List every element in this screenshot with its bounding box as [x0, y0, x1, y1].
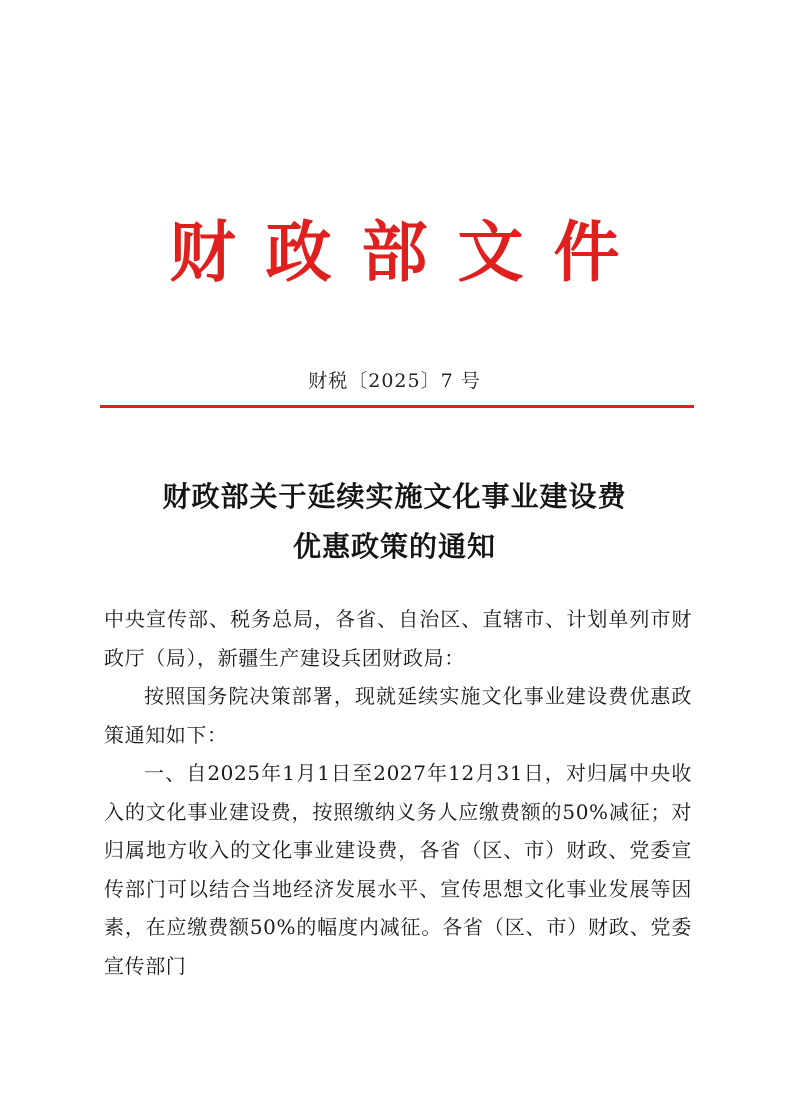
red-divider-line	[100, 405, 694, 408]
document-title	[0, 472, 789, 572]
addressees-paragraph: 中央宣传部、税务总局，各省、自治区、直辖市、计划单列市财政厅（局），新疆生产建设兵团财政局：	[104, 607, 692, 670]
document-body	[104, 600, 692, 985]
issuer-header: 财政部文件	[169, 213, 650, 291]
document-number: 财税〔2025〕7 号	[308, 370, 481, 392]
title-line-1: 财政部关于延续实施文化事业建设费	[162, 480, 627, 513]
item-1-paragraph: 一、自2025年1月1日至2027年12月31日，对归属中央收入的文化事业建设费，按照缴纳义务人应缴费额的50%减征；对归属地方收入的文化事业建设费，各省（区、市）财政、党委宣传部门可以结合当地经济发展水平、宣传思想文化事业发展等因素，在应缴费额50%的幅度内减征。各省（区、市）财政、党委宣传部门	[104, 761, 692, 978]
title-line-2: 优惠政策的通知	[292, 530, 496, 563]
intro-paragraph: 按照国务院决策部署，现就延续实施文化事业建设费优惠政策通知如下：	[104, 684, 692, 747]
